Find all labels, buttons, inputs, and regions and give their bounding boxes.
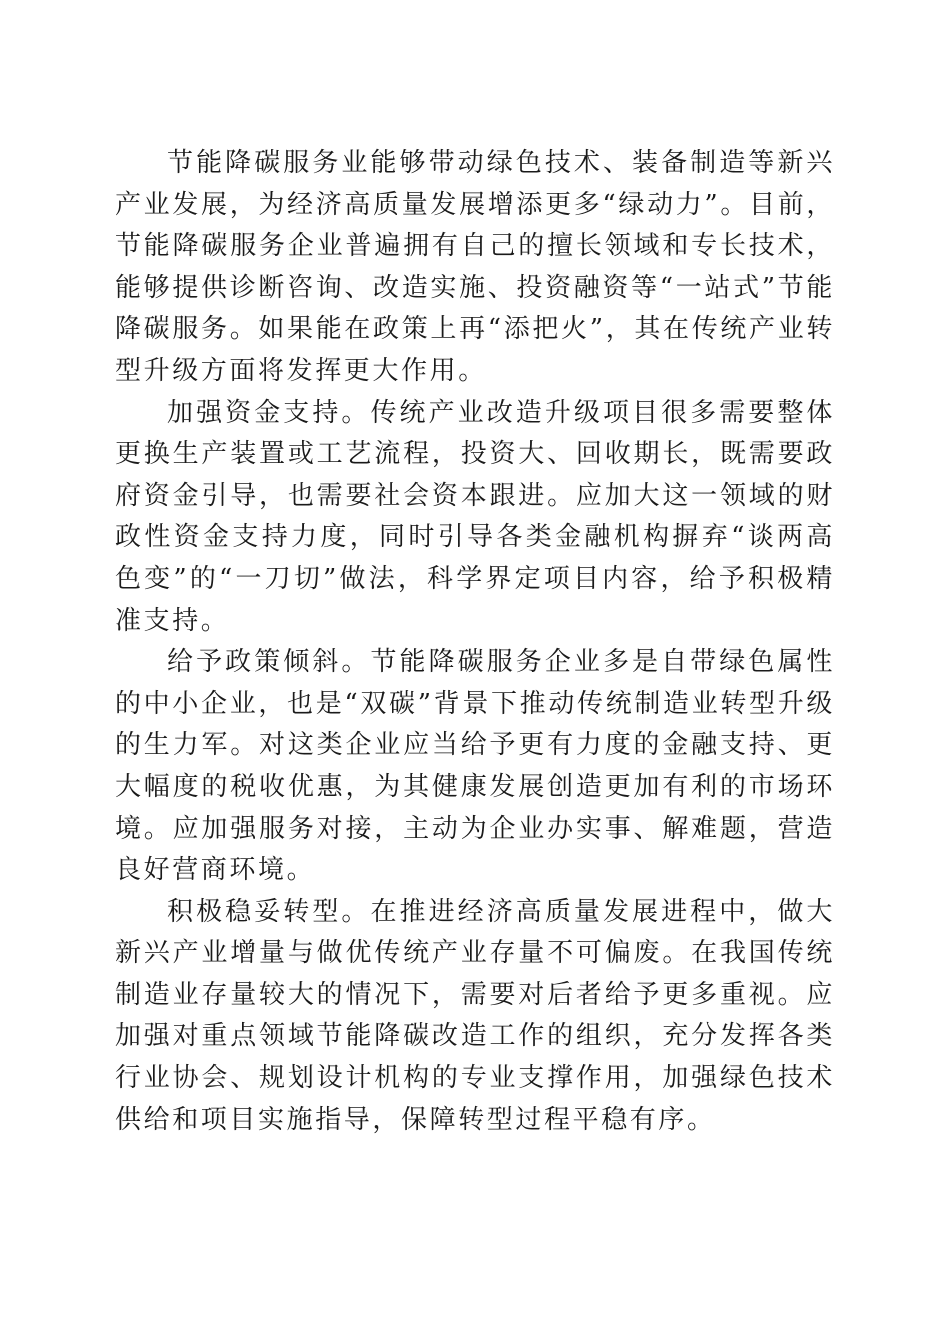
paragraph-intro: 节能降碳服务业能够带动绿色技术、装备制造等新兴产业发展，为经济高质量发展增添更多“绿动力”。目前，节能降碳服务企业普遍拥有自己的擅长领域和专长技术，能够提供诊断咨询、改造实施、投资融资等“一站式”节能降碳服务。如果能在政策上再“添把火”，其在传统产业转型升级方面将发挥更大作用。	[115, 148, 835, 386]
article-body	[115, 143, 835, 1141]
paragraph-funding-support: 加强资金支持。传统产业改造升级项目很多需要整体更换生产装置或工艺流程，投资大、回收期长，既需要政府资金引导，也需要社会资本跟进。应加大这一领域的财政性资金支持力度，同时引导各类金融机构摒弃“谈两高色变”的“一刀切”做法，科学界定项目内容，给予积极精准支持。	[115, 397, 835, 636]
paragraph-policy-preference: 给予政策倾斜。节能降碳服务企业多是自带绿色属性的中小企业，也是“双碳”背景下推动传统制造业转型升级的生力军。对这类企业应当给予更有力度的金融支持、更大幅度的税收优惠，为其健康发展创造更加有利的市场环境。应加强服务对接，主动为企业办实事、解难题，营造良好营商环境。	[115, 647, 835, 886]
paragraph-steady-transition: 积极稳妥转型。在推进经济高质量发展进程中，做大新兴产业增量与做优传统产业存量不可偏废。在我国传统制造业存量较大的情况下，需要对后者给予更多重视。应加强对重点领域节能降碳改造工作的组织，充分发挥各类行业协会、规划设计机构的专业支撑作用，加强绿色技术供给和项目实施指导，保障转型过程平稳有序。	[115, 896, 835, 1135]
